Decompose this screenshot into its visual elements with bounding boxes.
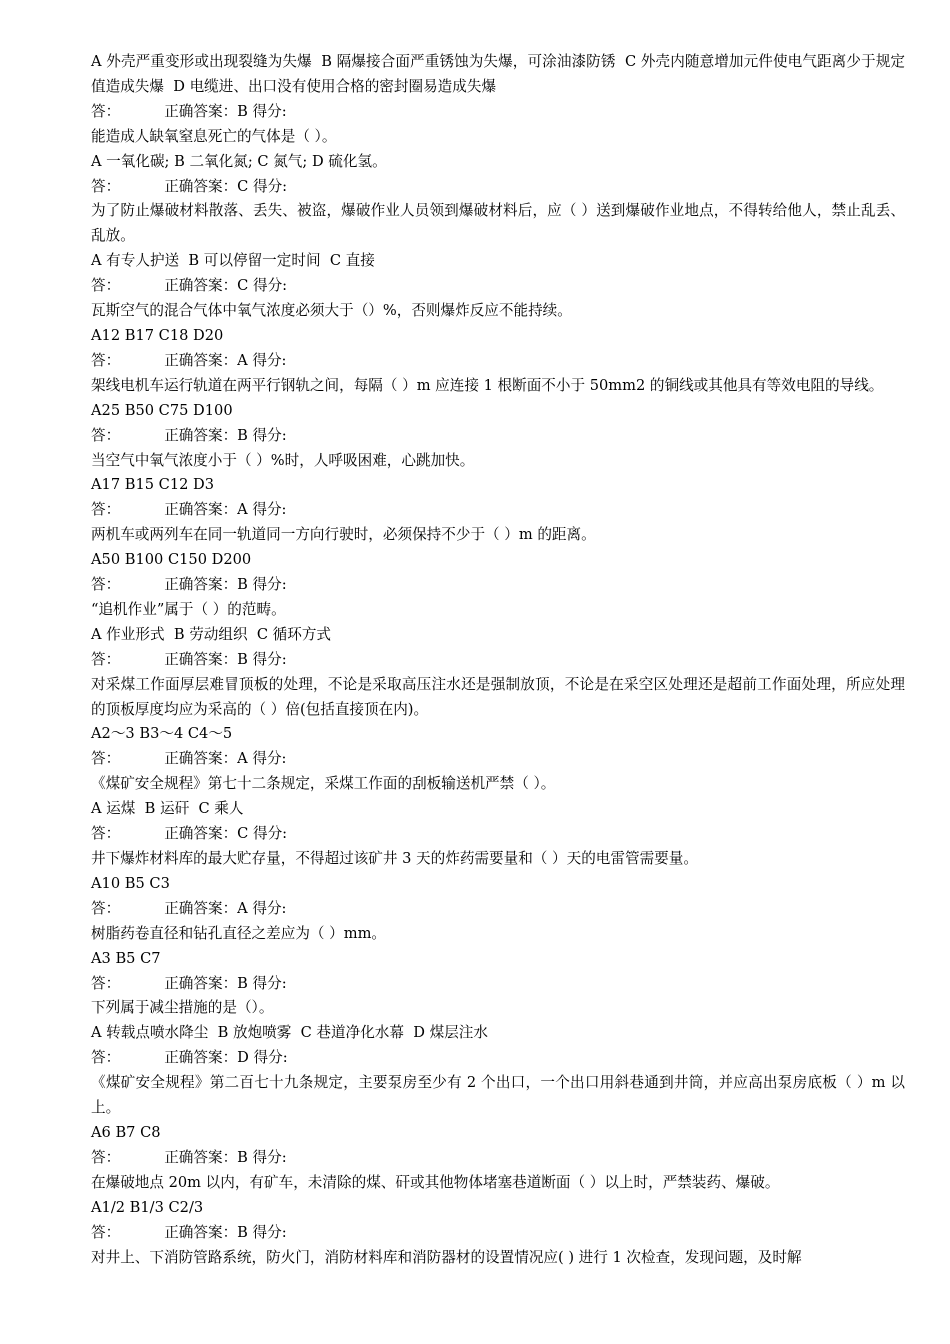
question-block	[91, 673, 905, 773]
correct-answer: 正确答案：B 得分:	[164, 974, 287, 992]
question-block	[91, 1171, 905, 1246]
question-text: 在爆破地点 20m 以内，有矿车，未清除的煤、矸或其他物体堵塞巷道断面（ ）以上时，严禁装药、爆破。	[91, 1173, 780, 1191]
answer-label: 答：	[91, 351, 121, 369]
question-options: A 作业形式 B 劳动组织 C 循环方式	[91, 625, 332, 643]
answer-label: 答：	[91, 576, 121, 594]
question-options: A25 B50 C75 D100	[91, 401, 233, 419]
question-block	[91, 1246, 905, 1271]
question-block	[91, 1071, 905, 1171]
correct-answer: 正确答案：A 得分:	[164, 750, 287, 768]
answer-line	[91, 498, 905, 523]
answer-label: 答：	[91, 750, 121, 768]
question-block	[91, 125, 905, 200]
answer-line	[91, 972, 905, 997]
question-text: 树脂药卷直径和钻孔直径之差应为（ ）mm。	[91, 924, 387, 942]
answer-line	[91, 1046, 905, 1071]
answer-label: 答：	[91, 426, 121, 444]
question-options: A6 B7 C8	[91, 1123, 161, 1141]
question-options: A1/2 B1/3 C2/3	[91, 1198, 204, 1216]
question-text: 为了防止爆破材料散落、丢失、被盗，爆破作业人员领到爆破材料后，应（ ）送到爆破作业地点，不得转给他人，禁止乱丢、乱放。	[91, 202, 905, 245]
question-options: A3 B5 C7	[91, 949, 161, 967]
correct-answer: 正确答案：C 得分:	[164, 277, 288, 295]
question-options: A 运煤 B 运矸 C 乘人	[91, 800, 244, 818]
question-options: A2～3 B3～4 C4～5	[91, 725, 233, 743]
answer-line	[91, 175, 905, 200]
answer-line	[91, 648, 905, 673]
correct-answer: 正确答案：B 得分:	[164, 650, 287, 668]
correct-answer: 正确答案：A 得分:	[164, 899, 287, 917]
question-text: 当空气中氧气浓度小于（ ）%时，人呼吸困难，心跳加快。	[91, 451, 475, 469]
answer-label: 答：	[91, 974, 121, 992]
correct-answer: 正确答案：C 得分:	[164, 177, 288, 195]
answer-label: 答：	[91, 102, 121, 120]
answer-line	[91, 822, 905, 847]
question-text: 下列属于减尘措施的是（）。	[91, 999, 274, 1017]
correct-answer: 正确答案：B 得分:	[164, 576, 287, 594]
question-block	[91, 996, 905, 1071]
question-block	[91, 847, 905, 922]
correct-answer: 正确答案：D 得分:	[164, 1049, 288, 1067]
question-text: 能造成人缺氧窒息死亡的气体是（ ）。	[91, 127, 337, 145]
correct-answer: 正确答案：A 得分:	[164, 501, 287, 519]
correct-answer: 正确答案：B 得分:	[164, 102, 287, 120]
document-page	[91, 50, 905, 1270]
question-options: A12 B17 C18 D20	[91, 326, 224, 344]
question-block	[91, 374, 905, 449]
question-block	[91, 449, 905, 524]
question-options: A 转载点喷水降尘 B 放炮喷雾 C 巷道净化水幕 D 煤层注水	[91, 1024, 488, 1042]
answer-label: 答：	[91, 899, 121, 917]
answer-line	[91, 274, 905, 299]
question-block	[91, 523, 905, 598]
answer-label: 答：	[91, 825, 121, 843]
answer-label: 答：	[91, 501, 121, 519]
answer-line	[91, 424, 905, 449]
question-options: A10 B5 C3	[91, 874, 170, 892]
answer-line	[91, 573, 905, 598]
question-text: 对采煤工作面厚层难冒顶板的处理，不论是采取高压注水还是强制放顶，不论是在采空区处理还是超前工作面处理，所应处理的顶板厚度均应为采高的（ ）倍(包括直接顶在内)。	[91, 675, 905, 718]
question-block	[91, 50, 905, 125]
question-block	[91, 772, 905, 847]
question-options: A 一氧化碳; B 二氧化氮; C 氮气; D 硫化氢。	[91, 152, 387, 170]
question-text: 井下爆炸材料库的最大贮存量，不得超过该矿井 3 天的炸药需要量和（ ）天的电雷管需要量。	[91, 850, 698, 867]
question-text: 《煤矿安全规程》第二百七十九条规定，主要泵房至少有 2 个出口，一个出口用斜巷通到井筒，并应高出泵房底板（ ）m 以上。	[91, 1074, 905, 1117]
answer-line	[91, 897, 905, 922]
question-text: 架线电机车运行轨道在两平行钢轨之间，每隔（ ）m 应连接 1 根断面不小于 50mm2 的铜线或其他具有等效电阻的导线。	[91, 376, 884, 394]
answer-label: 答：	[91, 650, 121, 668]
correct-answer: 正确答案：B 得分:	[164, 426, 287, 444]
answer-line	[91, 1146, 905, 1171]
correct-answer: 正确答案：C 得分:	[164, 825, 288, 843]
question-options: A 外壳严重变形或出现裂缝为失爆 B 隔爆接合面严重锈蚀为失爆，可涂油漆防锈 C 外壳内随意增加元件使电气距离少于规定值造成失爆 D 电缆进、出口没有使用合格的密封圈易造成失爆	[91, 53, 905, 95]
answer-label: 答：	[91, 277, 121, 295]
correct-answer: 正确答案：B 得分:	[164, 1223, 287, 1241]
question-options: A50 B100 C150 D200	[91, 551, 252, 569]
answer-label: 答：	[91, 177, 121, 195]
question-text: 对井上、下消防管路系统，防火门，消防材料库和消防器材的设置情况应( ) 进行 1 次检查，发现问题，及时解	[91, 1248, 802, 1266]
question-options: A 有专人护送 B 可以停留一定时间 C 直接	[91, 252, 375, 270]
question-text: “追机作业”属于（ ）的范畴。	[91, 600, 286, 618]
answer-line	[91, 100, 905, 125]
correct-answer: 正确答案：B 得分:	[164, 1148, 287, 1166]
question-text: 《煤矿安全规程》第七十二条规定，采煤工作面的刮板输送机严禁（ ）。	[91, 775, 556, 793]
answer-label: 答：	[91, 1049, 121, 1067]
answer-label: 答：	[91, 1223, 121, 1241]
correct-answer: 正确答案：A 得分:	[164, 351, 287, 369]
question-block	[91, 598, 905, 673]
answer-line	[91, 349, 905, 374]
answer-line	[91, 747, 905, 772]
question-text: 两机车或两列车在同一轨道同一方向行驶时，必须保持不少于（ ）m 的距离。	[91, 526, 596, 544]
answer-line	[91, 1221, 905, 1246]
question-block	[91, 922, 905, 997]
question-block	[91, 199, 905, 299]
answer-label: 答：	[91, 1148, 121, 1166]
question-block	[91, 299, 905, 374]
question-text: 瓦斯空气的混合气体中氧气浓度必须大于（）%，否则爆炸反应不能持续。	[91, 302, 572, 320]
question-options: A17 B15 C12 D3	[91, 476, 215, 494]
